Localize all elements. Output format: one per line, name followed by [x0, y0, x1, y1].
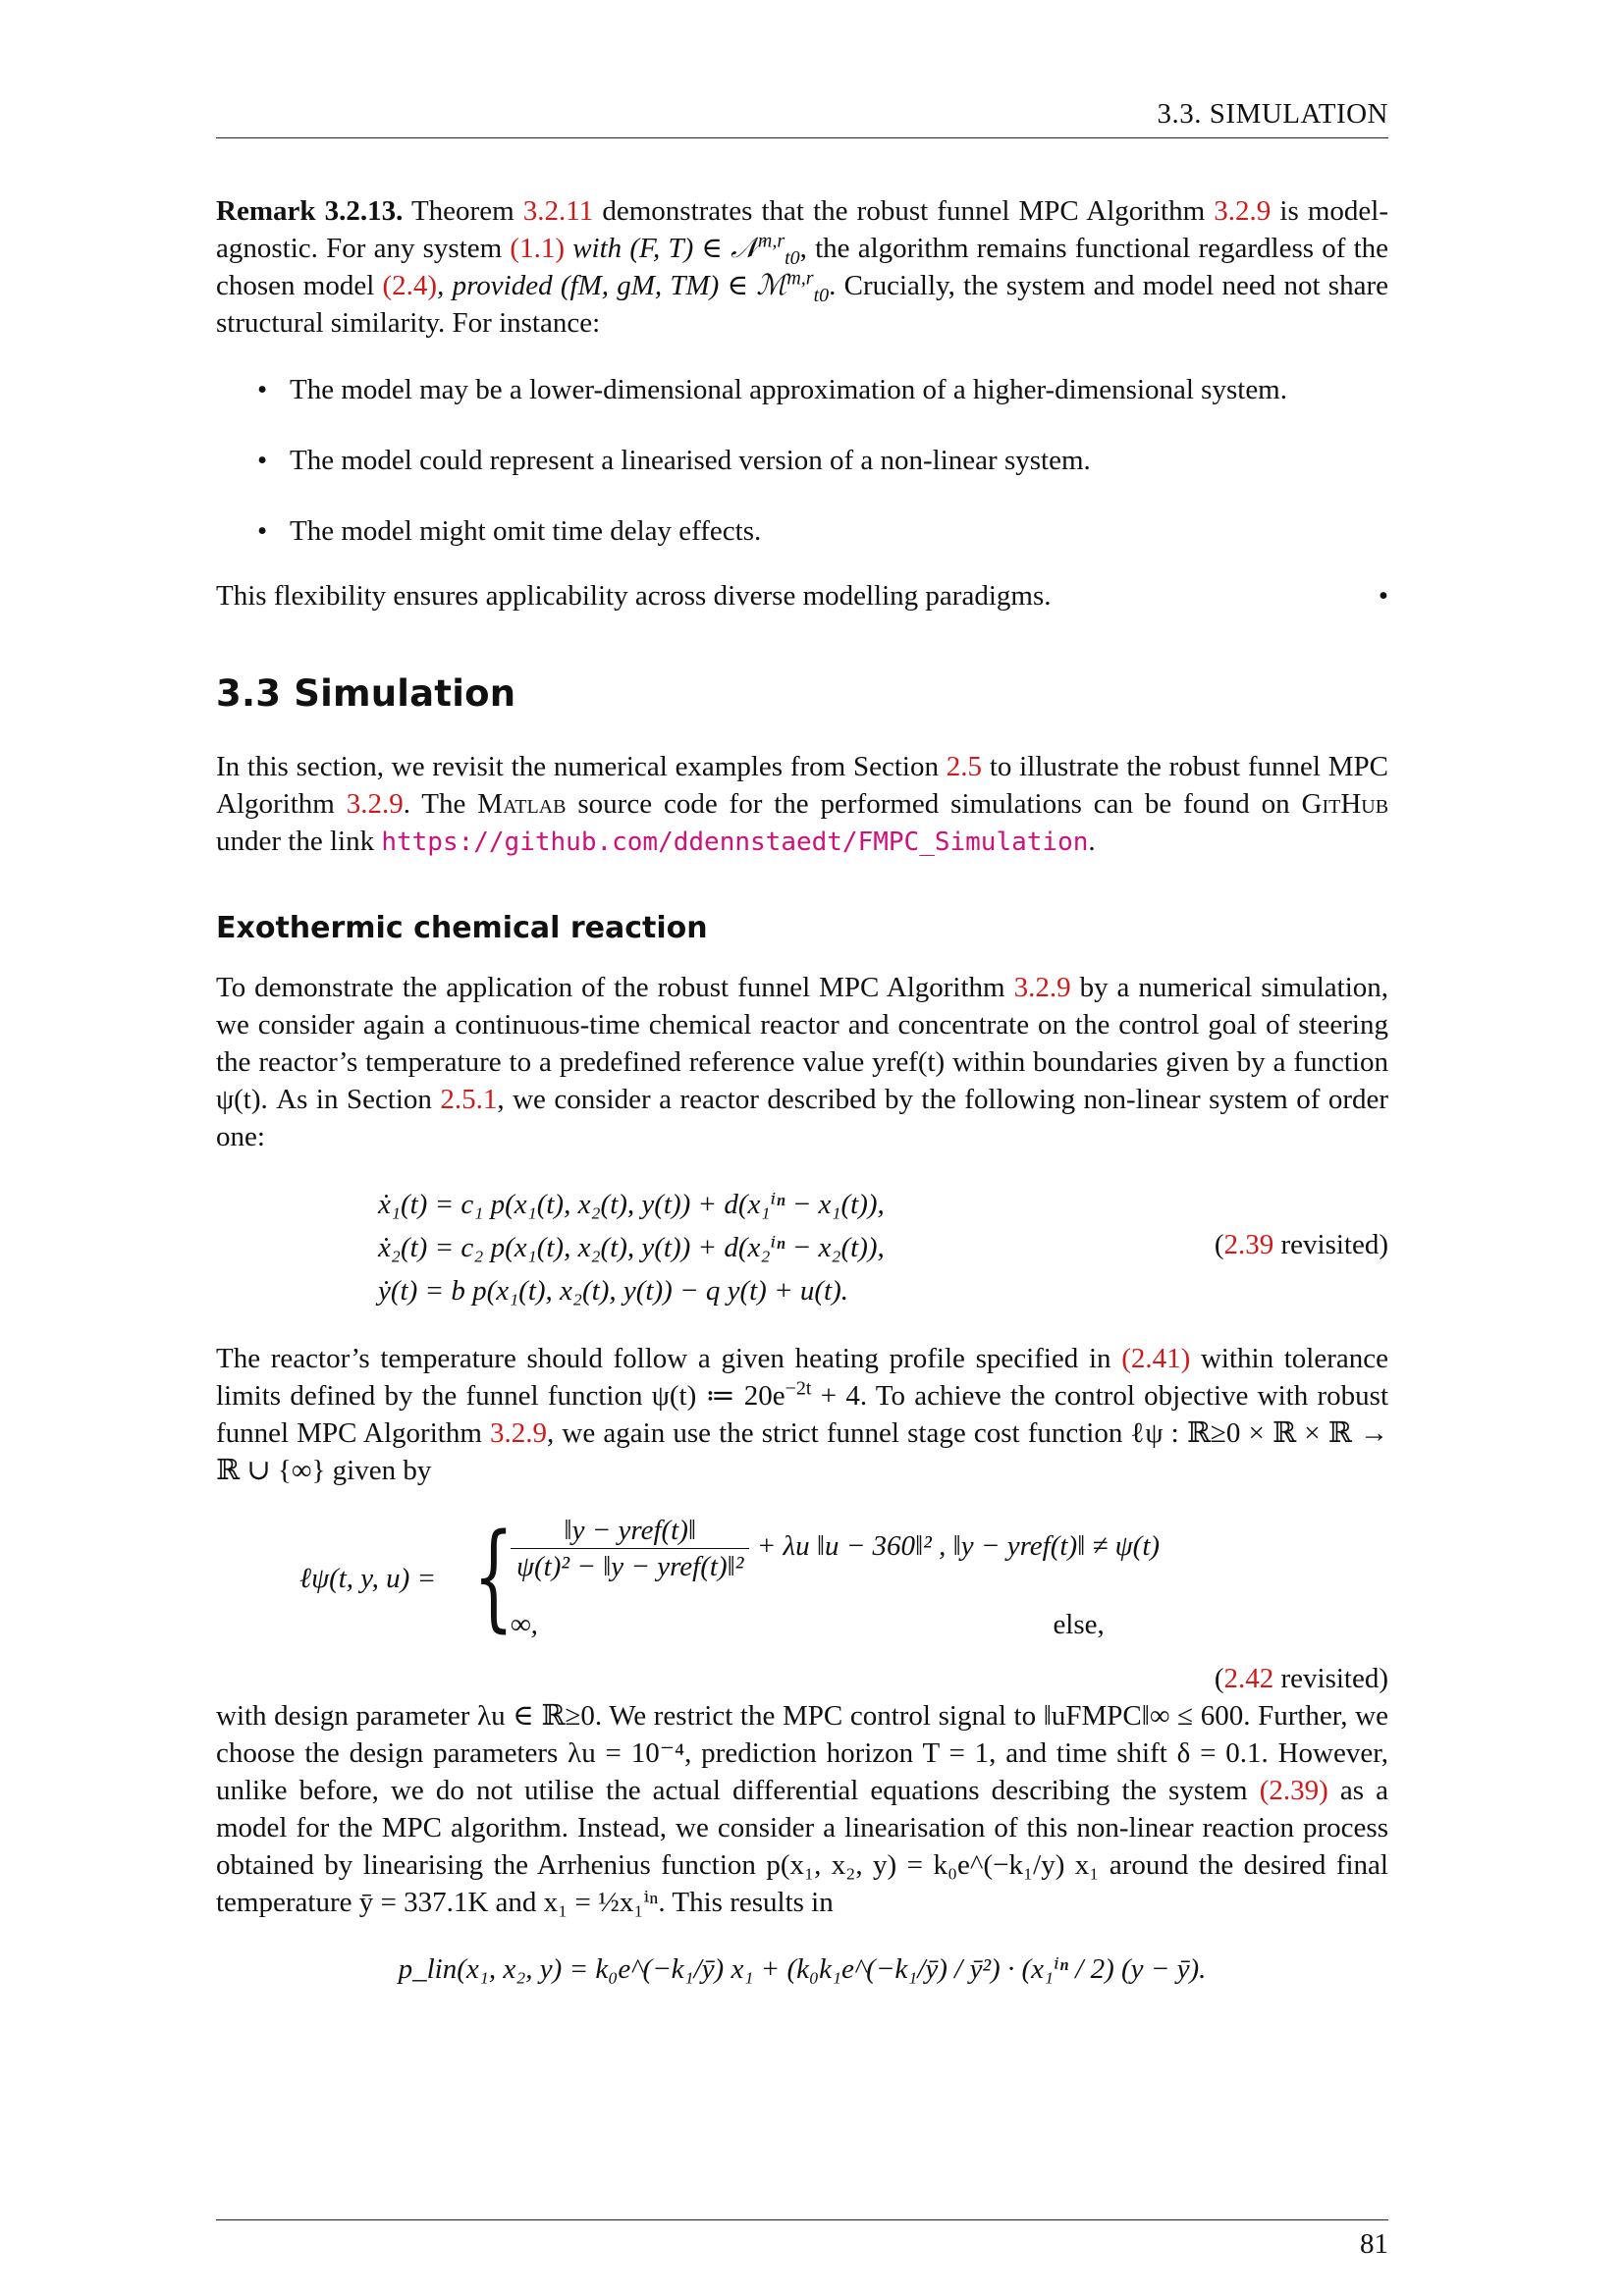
bullet-icon: • — [257, 445, 268, 476]
remark-label: Remark 3.2.13. — [216, 195, 404, 227]
case-condition: else, — [1053, 1609, 1105, 1640]
equation-label: (2.39 revisited) — [1214, 1229, 1388, 1260]
end-of-remark-icon: • — [1378, 580, 1388, 612]
intro-text: In this section, we revisit the numerical examples from Section — [216, 751, 939, 782]
fraction — [511, 1513, 749, 1584]
para-text: within tolerance limits defined by the funnel function ψ(t) ≔ 20e — [216, 1343, 1389, 1412]
list-item — [216, 371, 1388, 408]
para-text: , we consider a reactor described by the following non-linear system of order one: — [216, 1084, 1389, 1152]
para-text: by a numerical simulation, we consider again a continuous-time chemical reactor and concentrate on the control goal of steering the reactor’s temperature to a predefined reference value y — [216, 972, 1389, 1078]
equation-label-text: revisited) — [1280, 1663, 1388, 1694]
math-sup: m,r — [757, 230, 785, 252]
fraction-denominator: ψ(t)² − ‖y − yref(t)‖² — [516, 1551, 744, 1582]
list-item — [216, 442, 1388, 479]
intro-text: . The — [403, 788, 466, 820]
footer-rule — [216, 2219, 1388, 2220]
para-text: ψ : ℝ≥0 × ℝ × ℝ → ℝ ∪ {∞} given by — [216, 1417, 1389, 1486]
page-number: 81 — [1360, 2228, 1388, 2260]
math-sub: t0 — [813, 284, 830, 306]
design-parameter-paragraph — [216, 1697, 1388, 1921]
intro-text: under the link — [216, 826, 375, 857]
section-heading: 3.3 Simulation — [216, 672, 516, 715]
equation-label-text: revisited) — [1280, 1229, 1388, 1260]
remark-math: , provided (f — [437, 270, 578, 301]
page-body — [216, 192, 1388, 1988]
running-header: 3.3. SIMULATION — [1157, 98, 1388, 130]
remark-bullet-list — [216, 371, 1388, 550]
section-intro — [216, 748, 1388, 861]
stage-cost-equation — [216, 1508, 1388, 1660]
remark-math: with (F, T) ∈ 𝒩 — [572, 233, 758, 264]
list-item — [216, 512, 1388, 550]
ref-equation-link[interactable]: 2.39 — [1223, 1229, 1274, 1260]
ref-equation-link[interactable]: (2.41) — [1121, 1343, 1191, 1374]
ref-equation-link[interactable]: 2.42 — [1223, 1663, 1274, 1694]
github-name: GitHub — [1301, 788, 1389, 820]
funnel-paragraph — [216, 1340, 1388, 1489]
equation-label: (2.42 revisited) — [1214, 1663, 1388, 1694]
ref-algorithm-link[interactable]: 3.2.9 — [346, 788, 404, 820]
reactor-equation-system — [216, 1183, 1388, 1312]
equation-case-1 — [511, 1513, 1160, 1584]
para-text: + 4. To achieve the control objective with robust funnel MPC Algorithm — [216, 1380, 1388, 1449]
para-text: , we again use the strict funnel stage cost function ℓ — [547, 1417, 1146, 1449]
fraction-numerator: ‖y − yref(t)‖ — [511, 1513, 749, 1549]
bullet-icon: • — [257, 374, 268, 405]
para-text: The reactor’s temperature should follow a given heating profile specified in — [216, 1343, 1111, 1374]
ref-system-link[interactable]: (1.1) — [510, 233, 565, 264]
para-text: To demonstrate the application of the robust funnel MPC Algorithm — [216, 972, 1005, 1003]
equation-line: ẋ₁(t) = c₁ p(x₁(t), x₂(t), y(t)) + d(x₁ⁱⁿ − x₁(t)), — [378, 1189, 885, 1220]
bullet-icon: • — [257, 515, 268, 547]
ref-equation-link[interactable]: (2.39) — [1259, 1775, 1328, 1806]
remark-math: M, gM, TM) ∈ ℳ — [577, 270, 787, 301]
equation-case-2 — [511, 1606, 1105, 1643]
bullet-text: The model might omit time delay effects. — [290, 515, 762, 547]
remark-text: is model-agnostic. For any system — [216, 195, 1389, 264]
intro-text: to illustrate the robust funnel MPC Algorithm — [216, 751, 1388, 820]
remark-text: Theorem — [410, 195, 514, 227]
math-sup: −2t — [785, 1377, 812, 1400]
remark-text: , the algorithm remains functional regardless of the chosen model — [216, 233, 1389, 301]
ref-algorithm-link[interactable]: 3.2.9 — [1013, 972, 1071, 1003]
math-sub: t0 — [785, 246, 800, 269]
bullet-text: The model could represent a linearised version of a non-linear system. — [290, 445, 1091, 476]
remark-text: . Crucially, the system and model need not share structural similarity. For instance: — [216, 270, 1388, 339]
left-brace-icon: { — [473, 1508, 514, 1643]
para-text: as a model for the MPC algorithm. Instead, we consider a linearisation of this non-linear reaction process obtained by linearising the Arrhenius function p(x₁, x₂, y) = k₀e^(−k₁/y) x₁ around the desired final temperature ȳ = 337.1K and x₁ = ½x₁ⁱⁿ. This results in — [216, 1775, 1389, 1918]
ref-model-link[interactable]: (2.4) — [382, 270, 438, 301]
subsection-heading: Exothermic chemical reaction — [216, 911, 708, 945]
equation-line: ẏ(t) = b p(x₁(t), x₂(t), y(t)) − q y(t) + u(t). — [378, 1275, 849, 1307]
equation-line: ẋ₂(t) = c₂ p(x₁(t), x₂(t), y(t)) + d(x₂ⁱⁿ − x₂(t)), — [378, 1232, 885, 1263]
header-rule — [216, 137, 1388, 138]
linearised-arrhenius-equation: p_lin(x₁, x₂, y) = k₀e^(−k₁/ȳ) x₁ + (k₀k₁e^(−k₁/ȳ) / ȳ²) · (x₁ⁱⁿ / 2) (y − ȳ). — [398, 1953, 1207, 1985]
bullet-text: The model may be a lower-dimensional approximation of a higher-dimensional system. — [290, 374, 1287, 405]
math-sup: m,r — [786, 267, 814, 290]
intro-text: . — [1088, 826, 1096, 857]
ref-section-link[interactable]: 2.5.1 — [440, 1084, 498, 1115]
remark-closing — [216, 577, 1388, 614]
matlab-name: Matlab — [477, 788, 567, 820]
para-text: ref(t) within boundaries given by a function ψ(t). As in Section — [216, 1046, 1388, 1115]
equation-lhs: ℓψ(t, y, u) = — [299, 1563, 437, 1594]
ref-algorithm-link[interactable]: 3.2.9 — [490, 1417, 548, 1449]
remark-paragraph — [216, 192, 1388, 342]
source-code-url-link[interactable]: https://github.com/ddennstaedt/FMPC_Simulation — [381, 828, 1089, 857]
ref-theorem-link[interactable]: 3.2.11 — [522, 195, 594, 227]
ref-algorithm-link[interactable]: 3.2.9 — [1214, 195, 1272, 227]
para-text: with design parameter λu ∈ ℝ≥0. We restrict the MPC control signal to ‖uFMPC‖∞ ≤ 600. Further, we choose the design parameters λu = 10⁻⁴, prediction horizon T = 1, and time shift δ = 0.1. However, unlike before, we do not utilise the actual differential equations describing the system — [216, 1700, 1388, 1806]
case-value: ∞, — [511, 1609, 538, 1640]
remark-closing-text: This flexibility ensures applicability across diverse modelling paradigms. — [216, 580, 1052, 612]
intro-text: source code for the performed simulations can be found on — [577, 788, 1290, 820]
ref-section-link[interactable]: 2.5 — [946, 751, 983, 782]
equation-tail: + λu ‖u − 360‖² , ‖y − yref(t)‖ ≠ ψ(t) — [756, 1530, 1161, 1563]
remark-text: demonstrates that the robust funnel MPC Algorithm — [602, 195, 1206, 227]
reactor-intro-paragraph — [216, 969, 1388, 1155]
